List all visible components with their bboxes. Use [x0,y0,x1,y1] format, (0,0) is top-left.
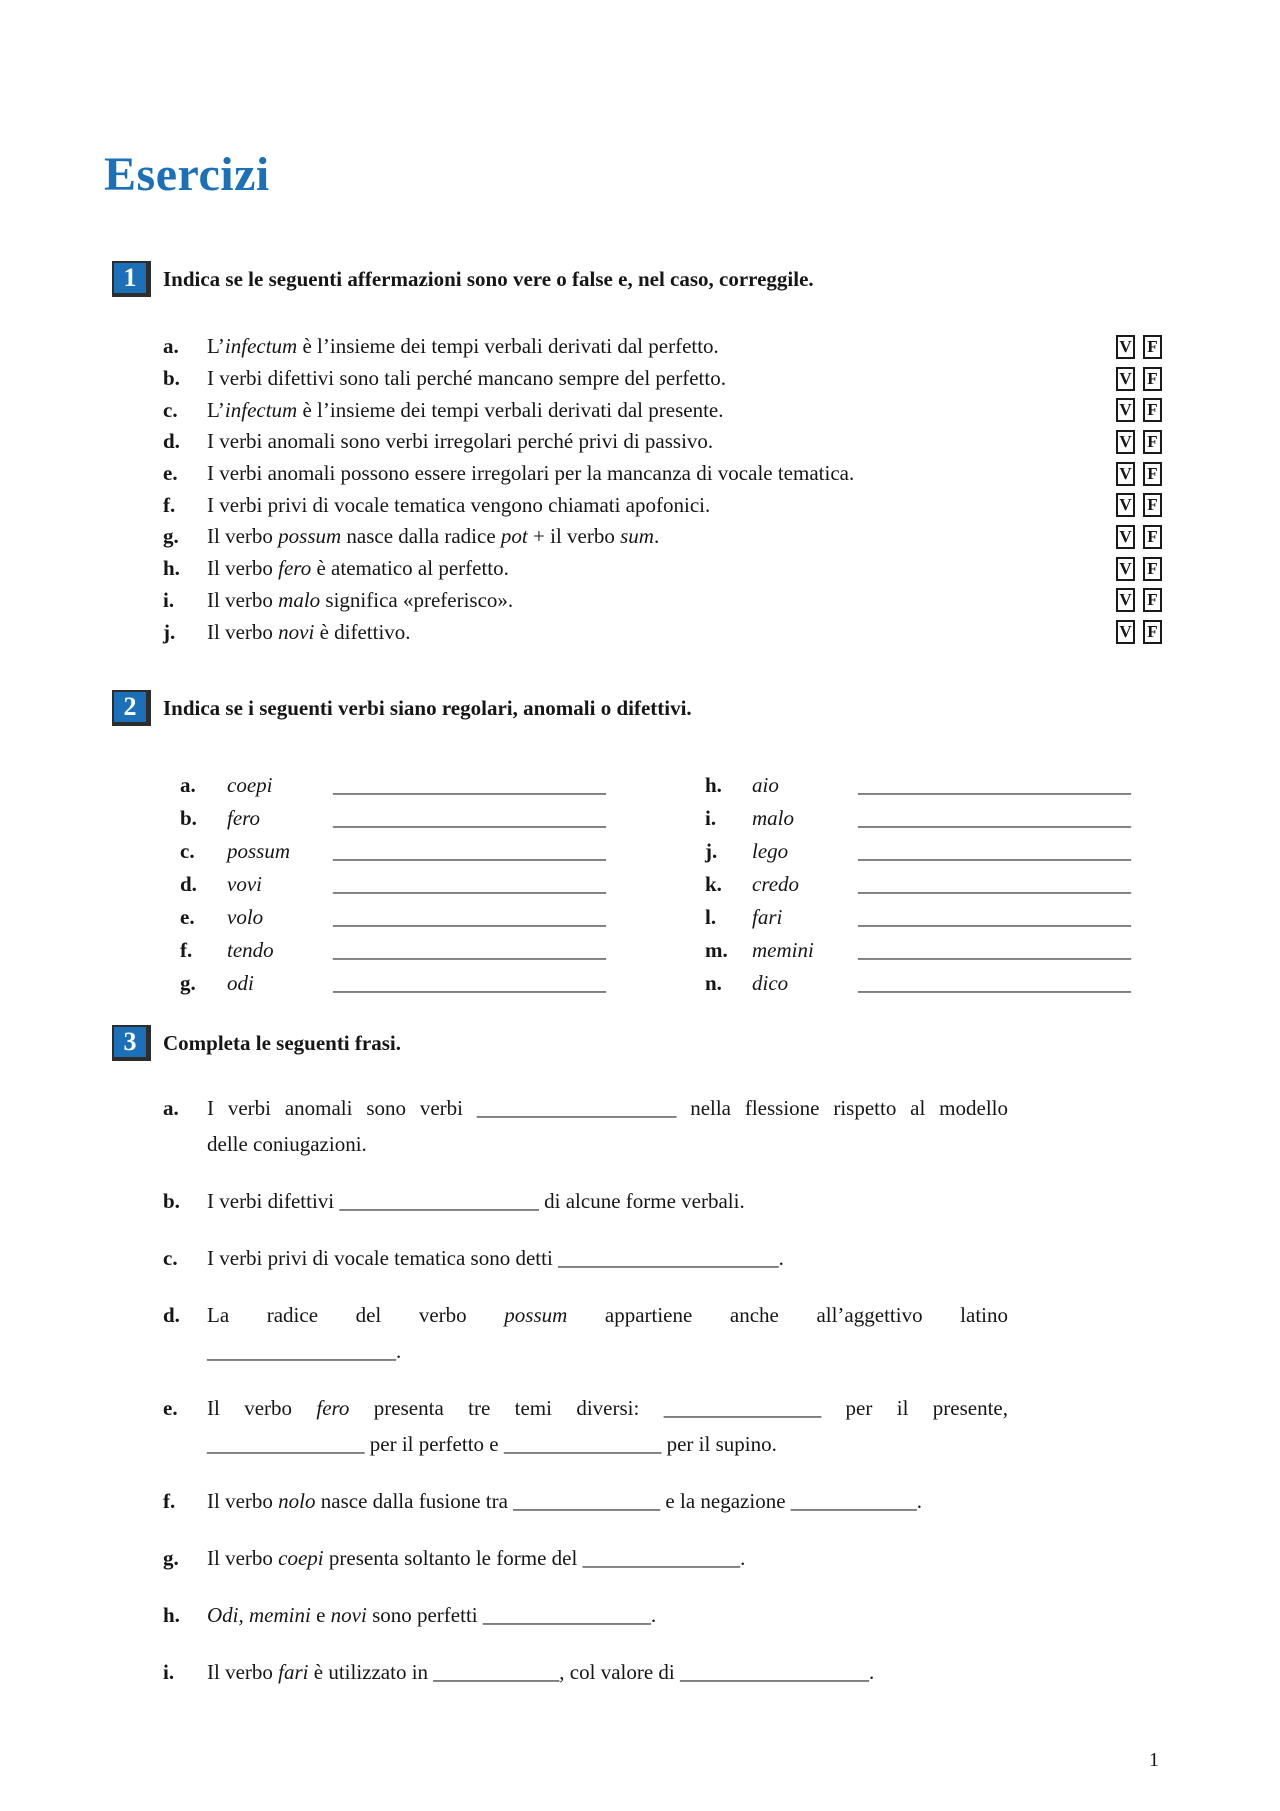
true-false-item [163,521,1162,553]
latin-term: fero [278,556,312,581]
sentence-line: delle coniugazioni. [207,1132,367,1156]
page-title: Esercizi [104,148,270,201]
answer-blank[interactable]: __________________________ [858,773,1131,797]
latin-term: possum [504,1303,568,1327]
true-false-item [163,585,1162,617]
false-checkbox[interactable]: F [1143,557,1162,581]
completion-item [163,1654,1008,1690]
true-checkbox[interactable]: V [1116,493,1135,517]
item-label: f. [163,1489,176,1513]
latin-term: possum [278,524,342,549]
item-label: f. [163,492,176,517]
item-label: c. [180,839,195,863]
true-checkbox[interactable]: V [1116,588,1135,612]
answer-blank[interactable]: __________________________ [333,971,606,995]
answer-blank[interactable]: __________________________ [333,806,606,830]
completion-item [163,1540,1008,1576]
answer-blank[interactable]: __________________________ [333,773,606,797]
item-text [207,1597,1008,1633]
exercise-2-right-column [705,770,1131,1001]
exercise-3-number-badge: 3 [112,1025,151,1061]
verb: lego [752,839,789,863]
completion-item [163,1483,1008,1519]
true-false-item [163,331,1162,363]
item-label: j. [163,619,176,644]
sentence-line: Il verbo nolo nasce dalla fusione tra ______________ e la negazione ____________. [207,1489,923,1513]
item-label: d. [163,429,180,454]
verb-item [180,770,606,803]
answer-boxes [1116,557,1162,581]
item-label: b. [163,366,180,391]
true-checkbox[interactable]: V [1116,525,1135,549]
exercise-2-number-badge: 2 [112,690,151,726]
item-text: I verbi anomali possono essere irregolari per la mancanza di vocale tematica. [207,461,855,486]
item-label: e. [180,905,195,929]
true-false-item [163,616,1162,648]
sentence-line: _______________ per il perfetto e _______________ per il supino. [207,1432,777,1456]
item-label: g. [180,971,196,995]
answer-blank[interactable]: _______________ [207,1432,365,1456]
answer-blank[interactable]: ___________________ [476,1096,677,1120]
item-label: l. [705,905,717,929]
true-checkbox[interactable]: V [1116,367,1135,391]
answer-blank[interactable]: _______________ [582,1546,741,1570]
sentence-line: Il verbo coepi presenta soltanto le forme del _______________. [207,1546,746,1570]
exercise-2-instruction: Indica se i seguenti verbi siano regolari, anomali o difettivi. [163,695,692,720]
true-false-item [163,426,1162,458]
sentence-line: Il verbo fero presenta tre temi diversi: _______________ per il presente, [207,1396,1008,1420]
answer-blank[interactable]: __________________________ [858,905,1131,929]
item-text [207,1483,1008,1519]
item-label: i. [163,587,175,612]
item-text: Il verbo novi è difettivo. [207,619,411,644]
true-checkbox[interactable]: V [1116,335,1135,359]
item-label: d. [163,1303,180,1327]
item-label: j. [705,839,718,863]
item-label: h. [705,773,722,797]
sentence-line: Il verbo fari è utilizzato in ____________, col valore di __________________. [207,1660,875,1684]
latin-term: novi [278,619,315,644]
true-checkbox[interactable]: V [1116,398,1135,422]
latin-term: fero [316,1396,350,1420]
answer-blank[interactable]: _______________ [663,1396,822,1420]
verb-item [705,770,1131,803]
false-checkbox[interactable]: F [1143,398,1162,422]
verb: fari [752,905,783,929]
exercise-1-items [163,331,1162,648]
answer-boxes [1116,620,1162,644]
item-label: i. [163,1660,175,1684]
answer-boxes [1116,335,1162,359]
verb: volo [227,905,264,929]
verb-item [180,803,606,836]
answer-blank[interactable]: ____________ [433,1660,560,1684]
answer-boxes [1116,588,1162,612]
true-checkbox[interactable]: V [1116,430,1135,454]
item-text [207,1540,1008,1576]
exercise-3-header [112,1025,401,1061]
false-checkbox[interactable]: F [1143,335,1162,359]
item-label: b. [163,1189,180,1213]
verb: possum [227,839,291,863]
sentence-line: I verbi anomali sono verbi ___________________ nella flessione rispetto al modello [207,1096,1008,1120]
answer-boxes [1116,462,1162,486]
item-text: L’infectum è l’insieme dei tempi verbali derivati dal perfetto. [207,334,719,359]
verb: dico [752,971,789,995]
item-text [207,1390,1008,1462]
answer-blank[interactable]: __________________________ [858,839,1131,863]
answer-blank[interactable]: __________________________ [858,872,1131,896]
true-false-item [163,363,1162,395]
item-text: Il verbo fero è atematico al perfetto. [207,556,509,581]
item-label: e. [163,1396,178,1420]
false-checkbox[interactable]: F [1143,430,1162,454]
item-label: f. [180,938,193,962]
false-checkbox[interactable]: F [1143,462,1162,486]
latin-term: malo [278,587,321,612]
item-text [207,1090,1008,1162]
item-label: a. [163,334,179,359]
item-label: h. [163,556,180,581]
verb: vovi [227,872,262,896]
latin-term: Odi, memini [207,1603,311,1627]
item-text [207,1654,1008,1690]
verb: odi [227,971,254,995]
item-label: a. [163,1096,179,1120]
item-label: g. [163,524,179,549]
exercise-1-header [112,261,814,297]
answer-blank[interactable]: __________________________ [858,938,1131,962]
verb-item [705,935,1131,968]
true-checkbox[interactable]: V [1116,620,1135,644]
answer-blank[interactable]: __________________ [207,1339,396,1363]
answer-boxes [1116,525,1162,549]
answer-boxes [1116,398,1162,422]
answer-blank[interactable]: _______________ [503,1432,662,1456]
item-label: i. [705,806,717,830]
answer-boxes [1116,367,1162,391]
answer-blank[interactable]: __________________________ [333,839,606,863]
answer-blank[interactable]: ________________ [482,1603,651,1627]
item-text [207,1297,1008,1369]
verb-item [180,935,606,968]
verb: credo [752,872,800,896]
sentence-line: Odi, memini e novi sono perfetti ________________. [207,1603,657,1627]
item-text: L’infectum è l’insieme dei tempi verbali derivati dal presente. [207,397,724,422]
false-checkbox[interactable]: F [1143,367,1162,391]
exercise-2-left-column [180,770,606,1001]
answer-blank[interactable]: ______________ [513,1489,661,1513]
verb: aio [752,773,779,797]
verb: malo [752,806,794,830]
answer-blank[interactable]: __________________________ [858,806,1131,830]
verb-item [705,869,1131,902]
verb: coepi [227,773,273,797]
latin-term: coepi [278,1546,324,1570]
completion-item [163,1390,1008,1462]
answer-boxes [1116,493,1162,517]
true-false-item [163,489,1162,521]
answer-blank[interactable]: __________________________ [333,905,606,929]
answer-blank[interactable]: __________________________ [333,872,606,896]
item-text: Il verbo possum nasce dalla radice pot + il verbo sum. [207,524,660,549]
verb-item [180,836,606,869]
sentence-line: I verbi difettivi ___________________ di alcune forme verbali. [207,1189,745,1213]
true-false-item [163,458,1162,490]
page-number: 1 [1149,1749,1159,1771]
item-label: a. [180,773,196,797]
sentence-line: __________________. [207,1339,402,1363]
latin-term: novi [330,1603,367,1627]
exercise-1-number-badge: 1 [112,261,151,297]
sentence-line: La radice del verbo possum appartiene anche all’aggettivo latino [207,1303,1008,1327]
verb-item [705,902,1131,935]
verb-item [180,869,606,902]
answer-boxes [1116,430,1162,454]
exercise-3-items [163,1090,1008,1711]
completion-item [163,1183,1008,1219]
item-label: c. [163,397,178,422]
answer-blank[interactable]: __________________ [680,1660,870,1684]
true-false-item [163,394,1162,426]
verb: memini [752,938,814,962]
item-label: b. [180,806,197,830]
exercise-2-header [112,690,692,726]
answer-blank[interactable]: __________________________ [333,938,606,962]
false-checkbox[interactable]: F [1143,588,1162,612]
completion-item [163,1297,1008,1369]
false-checkbox[interactable]: F [1143,525,1162,549]
item-text [207,1240,1008,1276]
latin-term: nolo [278,1489,316,1513]
exercise-1-instruction: Indica se le seguenti affermazioni sono vere o false e, nel caso, correggile. [163,266,814,291]
item-label: k. [705,872,722,896]
verb-item [705,968,1131,1001]
verb: tendo [227,938,274,962]
answer-blank[interactable]: _____________________ [558,1246,779,1270]
item-text: I verbi anomali sono verbi irregolari perché privi di passivo. [207,429,714,454]
verb: fero [227,806,261,830]
latin-term: fari [278,1660,309,1684]
false-checkbox[interactable]: F [1143,620,1162,644]
verb-item [180,902,606,935]
completion-item [163,1240,1008,1276]
latin-term: pot [500,524,528,549]
verb-item [705,836,1131,869]
item-label: g. [163,1546,179,1570]
verb-item [705,803,1131,836]
item-text: I verbi privi di vocale tematica vengono chiamati apofonici. [207,492,711,517]
item-label: m. [705,938,728,962]
exercise-3-instruction: Completa le seguenti frasi. [163,1030,401,1055]
item-text: I verbi difettivi sono tali perché mancano sempre del perfetto. [207,366,726,391]
latin-term: infectum [224,397,298,422]
false-checkbox[interactable]: F [1143,493,1162,517]
answer-blank[interactable]: ___________________ [339,1189,539,1213]
item-label: n. [705,971,722,995]
completion-item [163,1090,1008,1162]
verb-item [180,968,606,1001]
item-text [207,1183,1008,1219]
answer-blank[interactable]: ____________ [790,1489,917,1513]
true-checkbox[interactable]: V [1116,557,1135,581]
item-label: d. [180,872,197,896]
item-label: h. [163,1603,180,1627]
latin-term: sum [620,524,654,549]
true-false-item [163,553,1162,585]
latin-term: infectum [224,334,298,359]
true-checkbox[interactable]: V [1116,462,1135,486]
sentence-line: I verbi privi di vocale tematica sono detti _____________________. [207,1246,784,1270]
item-label: e. [163,461,178,486]
completion-item [163,1597,1008,1633]
answer-blank[interactable]: __________________________ [858,971,1131,995]
item-label: c. [163,1246,178,1270]
item-text: Il verbo malo significa «preferisco». [207,587,514,612]
